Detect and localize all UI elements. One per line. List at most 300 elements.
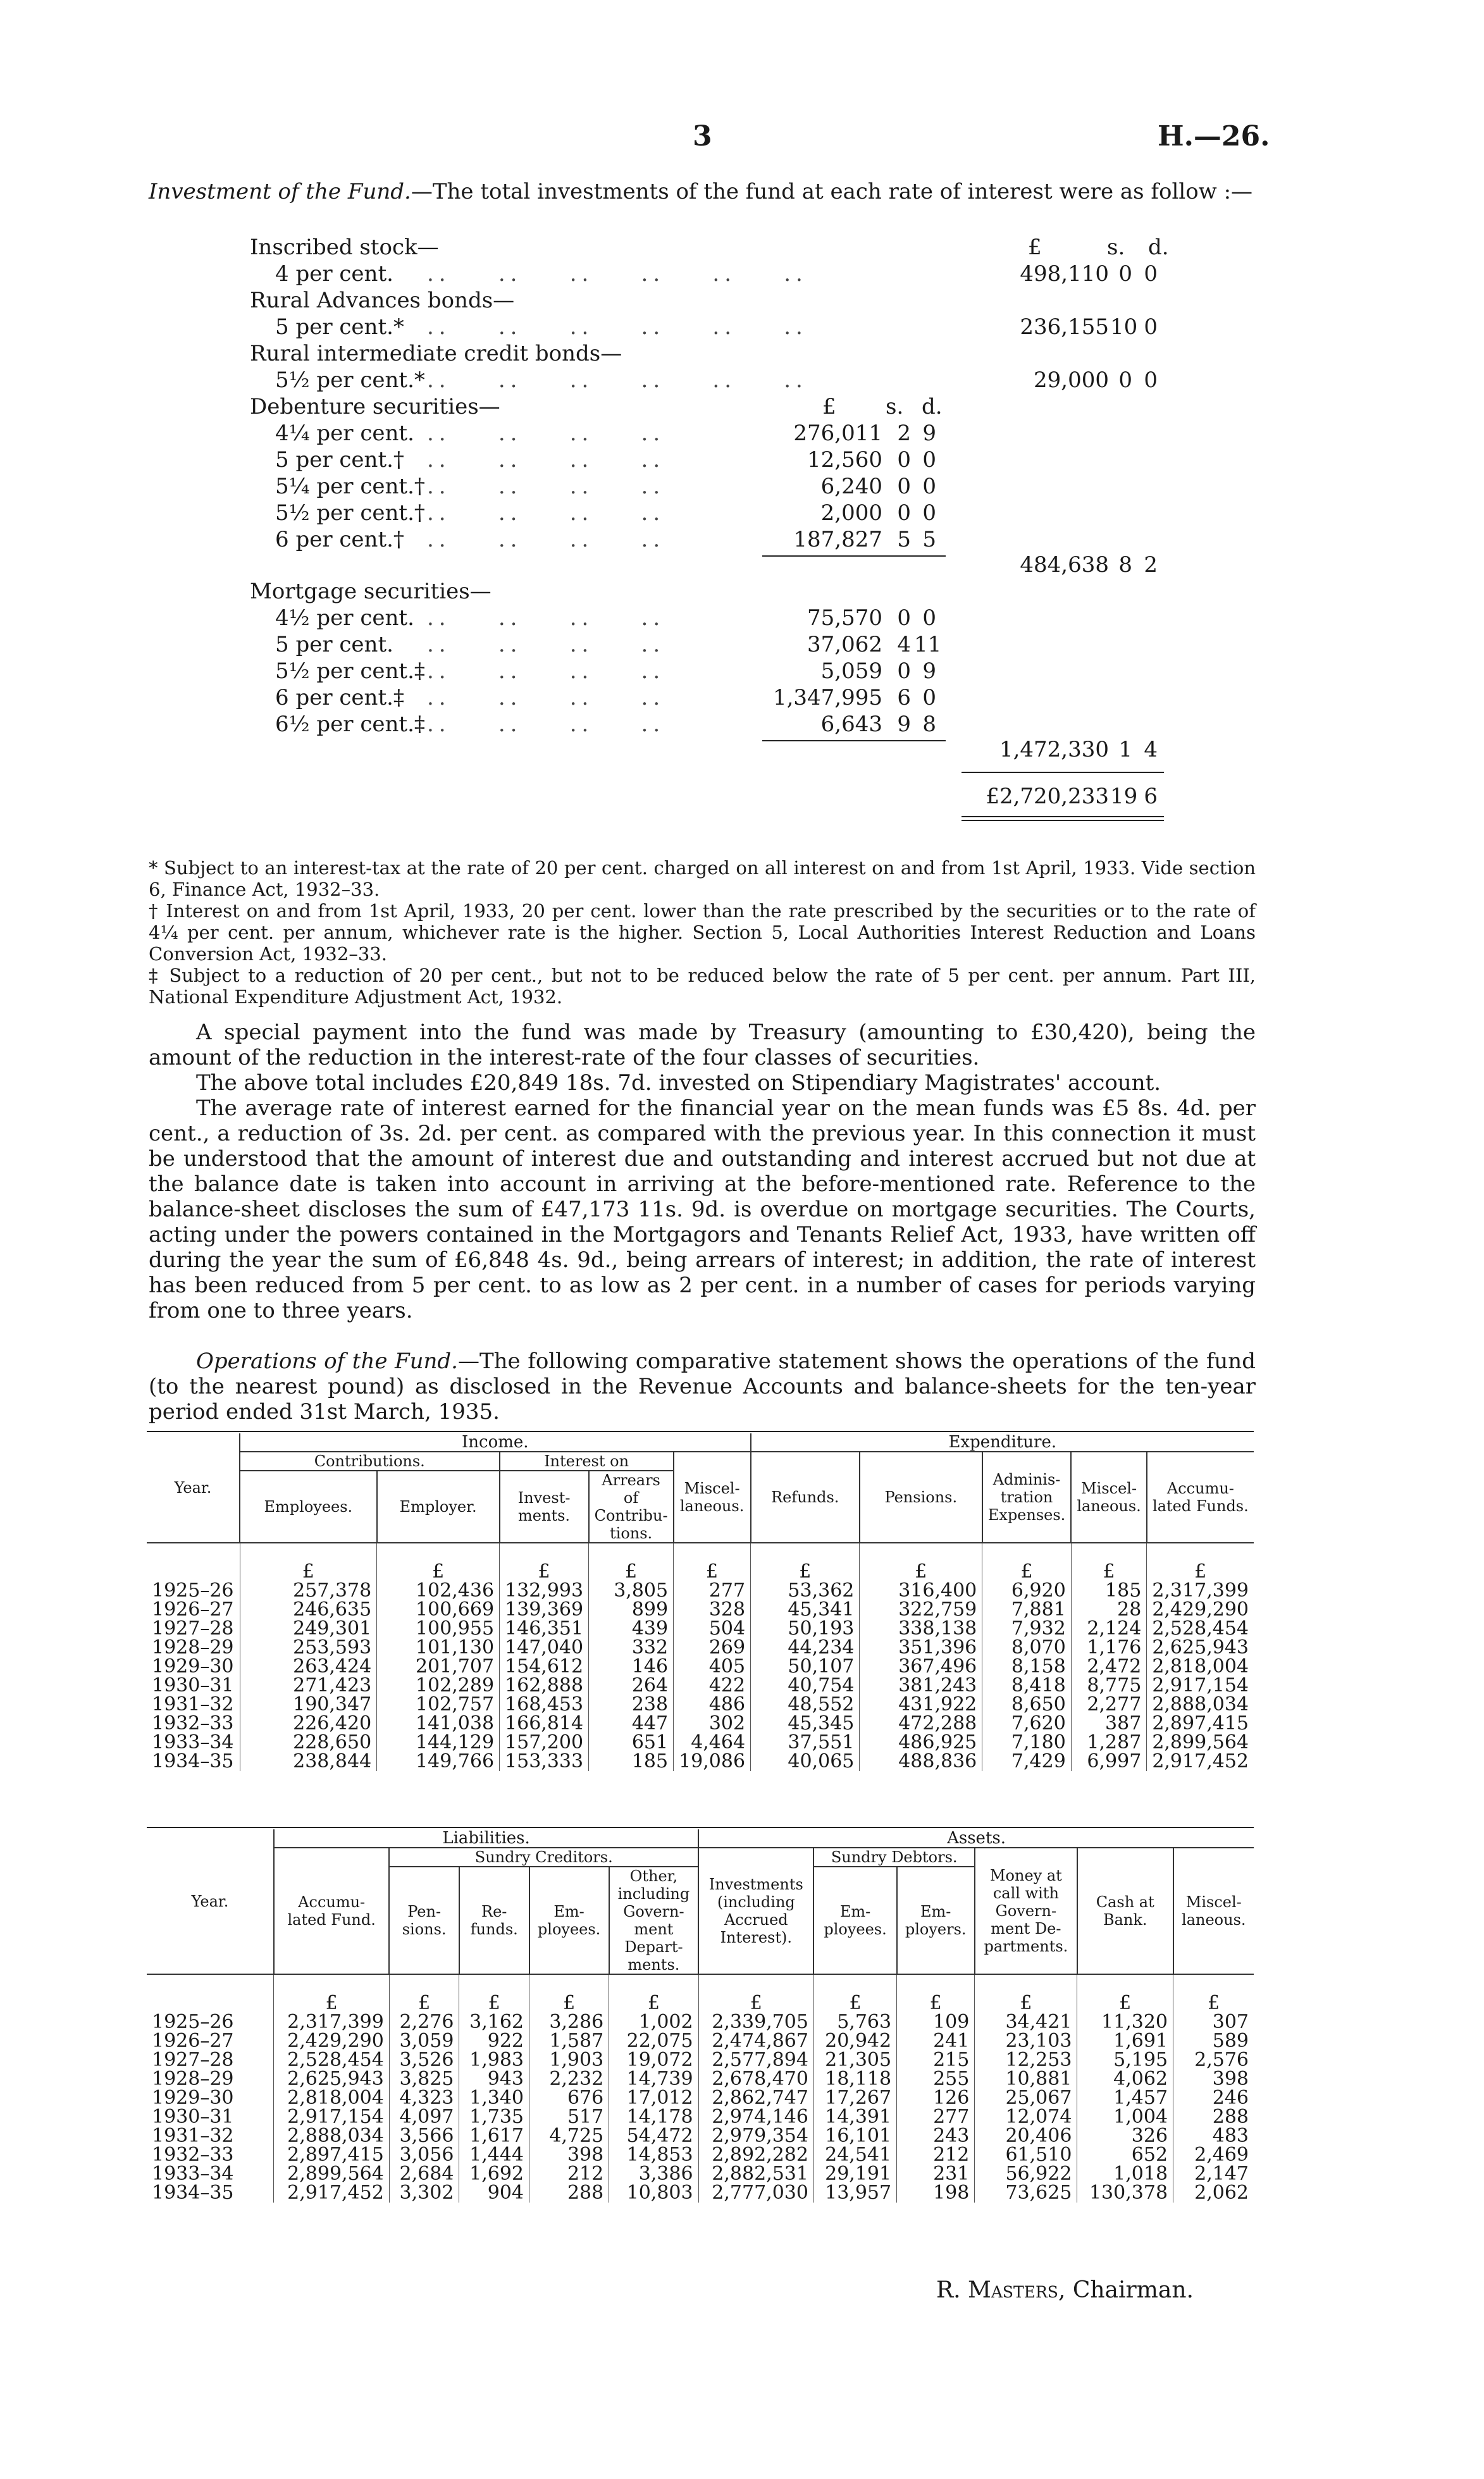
debenture-s: 0: [897, 500, 911, 526]
value-cell: 7,429: [982, 1752, 1072, 1771]
year-cell: 1930–31: [152, 1674, 234, 1697]
debenture-s: 0: [897, 447, 911, 473]
unit-cell: £: [674, 1543, 751, 1581]
value-cell: 1,735: [459, 2108, 529, 2127]
year-cell: 1927–28: [152, 1617, 234, 1640]
table-rule: [147, 1827, 1254, 1828]
mortgage-rate: 5½ per cent.‡: [275, 658, 425, 684]
mortgage-s: 0: [897, 605, 911, 631]
mortgage-label: Mortgage securities—: [250, 579, 492, 604]
value-cell: 23,103: [975, 2032, 1077, 2051]
value-cell: 3,526: [389, 2051, 459, 2070]
value-cell: 1,340: [459, 2089, 529, 2108]
footnote-2: † Interest on and from 1st April, 1933, 20 per cent. lower than the rate prescribed by the securities or to the rate of 4¼ per cent. per annum, whichever rate is the higher. Section 5, Local Authorities Interest Reduction and Loans Conversion Act, 1932–33.: [149, 900, 1256, 965]
leader-dots: .. .. .. .. .. ..: [427, 314, 808, 340]
table-row: [147, 1600, 1254, 1619]
value-cell: 50,107: [751, 1657, 860, 1676]
debenture-row: [250, 473, 1199, 500]
value-cell: 5,195: [1077, 2051, 1173, 2070]
header-debtor-employees: Em-ployees.: [813, 1867, 896, 1974]
table-row: [147, 1752, 1254, 1771]
mortgage-s: 9: [897, 712, 911, 737]
value-cell: 8,650: [982, 1695, 1072, 1714]
value-cell: 238,844: [240, 1752, 377, 1771]
mortgage-row: [250, 658, 1199, 684]
col-head-pound: £: [1028, 235, 1042, 260]
table-row: [147, 1676, 1254, 1695]
leader-dots: .. .. .. .. .. ..: [427, 261, 808, 287]
value-cell: 405: [674, 1657, 751, 1676]
value-cell: 45,341: [751, 1600, 860, 1619]
value-cell: 2,818,004: [1147, 1657, 1254, 1676]
year-cell: 1933–34: [152, 1731, 234, 1753]
debenture-total-d: 2: [1144, 552, 1158, 578]
mortgage-rate: 6 per cent.‡: [275, 685, 404, 710]
value-cell: 338,138: [860, 1619, 982, 1638]
value-cell: 228,650: [240, 1733, 377, 1752]
header-pensions: Pen-sions.: [389, 1867, 459, 1974]
value-cell: 4,062: [1077, 2070, 1173, 2089]
header-sundry-creditors: Sundry Creditors.: [389, 1848, 698, 1867]
leader-dots: .. .. .. ..: [427, 500, 665, 526]
grand-total-s: 19: [1110, 784, 1138, 809]
debenture-row: [250, 420, 1199, 447]
value-cell: 249,301: [240, 1619, 377, 1638]
debenture-rate: 4¼ per cent.: [275, 421, 414, 446]
unit-cell: £: [698, 1974, 813, 2013]
value-cell: 12,253: [975, 2051, 1077, 2070]
value-cell: 53,362: [751, 1581, 860, 1600]
value-cell: 2,277: [1071, 1695, 1147, 1714]
year-cell: 1931–32: [152, 1693, 234, 1716]
leader-dots: .. .. .. ..: [427, 658, 665, 684]
year-cell: 1925–26: [152, 2011, 234, 2033]
header-accum-fund: Accumu-lated Fund.: [274, 1848, 389, 1974]
debenture-amount: 187,827: [793, 527, 882, 552]
debenture-d: 0: [922, 447, 936, 473]
leader-dots: .. .. .. ..: [427, 447, 665, 473]
table-row: [147, 2108, 1254, 2127]
value-cell: 166,814: [500, 1714, 589, 1733]
header-income: Income.: [240, 1433, 751, 1452]
header-sundry-debtors: Sundry Debtors.: [813, 1848, 974, 1867]
table-row: [147, 2013, 1254, 2032]
year-cell: 1926–27: [152, 2030, 234, 2052]
value-cell: 2,979,354: [698, 2127, 813, 2146]
value-cell: 198: [897, 2184, 975, 2203]
mortgage-row: [250, 605, 1199, 631]
value-cell: 40,065: [751, 1752, 860, 1771]
value-cell: 2,147: [1173, 2165, 1254, 2184]
value-cell: 447: [589, 1714, 674, 1733]
value-cell: 201,707: [377, 1657, 500, 1676]
value-cell: 45,345: [751, 1714, 860, 1733]
value-cell: 2,429,290: [1147, 1600, 1254, 1619]
value-cell: 61,510: [975, 2146, 1077, 2165]
year-cell: 1932–33: [152, 1712, 234, 1734]
unit-cell: [147, 1974, 274, 2013]
value-cell: 7,180: [982, 1733, 1072, 1752]
header-investments: Investments (including Accrued Interest).: [698, 1848, 813, 1974]
value-cell: 241: [897, 2032, 975, 2051]
value-cell: 2,472: [1071, 1657, 1147, 1676]
value-cell: 29,191: [813, 2165, 896, 2184]
value-cell: 651: [589, 1733, 674, 1752]
year-cell: 1927–28: [152, 2049, 234, 2071]
debenture-d: 0: [922, 474, 936, 499]
value-cell: 212: [897, 2146, 975, 2165]
unit-cell: £: [389, 1974, 459, 2013]
value-cell: 2,339,705: [698, 2013, 813, 2032]
value-cell: 40,754: [751, 1676, 860, 1695]
table-row: [147, 2146, 1254, 2165]
year-cell: 1930–31: [152, 2106, 234, 2128]
value-cell: 1,018: [1077, 2165, 1173, 2184]
value-cell: 288: [1173, 2108, 1254, 2127]
inscribed-s: 0: [1118, 261, 1132, 287]
value-cell: 1,004: [1077, 2108, 1173, 2127]
value-cell: 3,059: [389, 2032, 459, 2051]
value-cell: 102,436: [377, 1581, 500, 1600]
header-year: Year.: [147, 1433, 240, 1543]
unit-cell: £: [609, 1974, 698, 2013]
value-cell: 5,763: [813, 2013, 896, 2032]
debenture-label: Debenture securities—: [250, 394, 500, 419]
debenture-d: 9: [922, 421, 936, 446]
unit-row: [147, 1543, 1254, 1581]
page-number: 3: [693, 120, 712, 152]
value-cell: 146: [589, 1657, 674, 1676]
table-row: [147, 2127, 1254, 2146]
value-cell: 2,317,399: [274, 2013, 389, 2032]
value-cell: 1,176: [1071, 1638, 1147, 1657]
table-row: [147, 2165, 1254, 2184]
header-contributions: Contributions.: [240, 1452, 500, 1471]
unit-cell: £: [589, 1543, 674, 1581]
value-cell: 2,474,867: [698, 2032, 813, 2051]
value-cell: 17,267: [813, 2089, 896, 2108]
mortgage-amount: 37,062: [807, 632, 882, 657]
header-year: Year.: [147, 1829, 274, 1974]
year-cell: 1931–32: [152, 2125, 234, 2147]
value-cell: 2,899,564: [1147, 1733, 1254, 1752]
year-cell: 1934–35: [152, 1750, 234, 1772]
mortgage-d: 0: [922, 685, 936, 710]
rural-bonds-d: 0: [1144, 314, 1158, 340]
leader-dots: .. .. .. ..: [427, 527, 665, 552]
value-cell: 147,040: [500, 1638, 589, 1657]
value-cell: 14,391: [813, 2108, 896, 2127]
value-cell: 139,369: [500, 1600, 589, 1619]
value-cell: 100,669: [377, 1600, 500, 1619]
value-cell: 431,922: [860, 1695, 982, 1714]
rural-bonds-total: 236,155: [1020, 314, 1109, 340]
value-cell: 381,243: [860, 1676, 982, 1695]
debenture-rate: 6 per cent.†: [275, 527, 404, 552]
value-cell: 1,692: [459, 2165, 529, 2184]
value-cell: 277: [674, 1581, 751, 1600]
header-debtor-employers: Em-ployers.: [897, 1867, 975, 1974]
value-cell: 4,725: [529, 2127, 609, 2146]
paragraph-average-rate: The average rate of interest earned for the financial year on the mean funds was £5 8s. 4d. per cent., a reduction of 3s. 2d. per cent. as compared with the previous year. In this connection it must be understood that the amount of interest due and outstanding and interest accrued but not due at the balance date is taken into account in arriving at the before-mentioned rate. Reference to the balance-sheet discloses the sum of £47,173 11s. 9d. is overdue on mortgage securities. The Courts, acting under the powers contained in the Mortgagors and Tenants Relief Act, 1933, have written off during the year the sum of £6,848 4s. 9d., being arrears of interest; in addition, the rate of interest has been reduced from 5 per cent. to as low as 2 per cent. in a number of cases for periods varying from one to three years.: [149, 1096, 1256, 1323]
leader-dots: .. .. .. ..: [427, 605, 665, 631]
mortgage-amount: 6,643: [820, 712, 882, 737]
value-cell: 3,805: [589, 1581, 674, 1600]
mortgage-d: 0: [922, 605, 936, 631]
signature-title: , Chairman.: [1058, 2277, 1194, 2303]
value-cell: 215: [897, 2051, 975, 2070]
value-cell: 2,684: [389, 2165, 459, 2184]
value-cell: 19,072: [609, 2051, 698, 2070]
paragraph-total-includes: The above total includes £20,849 18s. 7d. invested on Stipendiary Magistrates' account.: [196, 1070, 1161, 1096]
value-cell: 132,993: [500, 1581, 589, 1600]
debenture-total: 484,638: [1020, 552, 1109, 578]
value-cell: 328: [674, 1600, 751, 1619]
col-head-pound-2: £: [822, 394, 836, 419]
inscribed-total: 498,110: [1020, 261, 1109, 287]
unit-cell: £: [240, 1543, 377, 1581]
mortgage-row: [250, 711, 1199, 738]
value-cell: 20,406: [975, 2127, 1077, 2146]
table-row: [147, 1638, 1254, 1657]
mortgage-total-s: 1: [1118, 737, 1132, 762]
mortgage-total-d: 4: [1144, 737, 1158, 762]
table-row: [147, 1695, 1254, 1714]
value-cell: 238: [589, 1695, 674, 1714]
income-expenditure-table: [147, 1433, 1254, 1771]
value-cell: 1,457: [1077, 2089, 1173, 2108]
debenture-total-s: 8: [1118, 552, 1132, 578]
header-misc-income: Miscel-laneous.: [674, 1452, 751, 1543]
value-cell: 2,678,470: [698, 2070, 813, 2089]
debenture-s: 5: [897, 527, 911, 552]
value-cell: 277: [897, 2108, 975, 2127]
value-cell: 2,429,290: [274, 2032, 389, 2051]
year-cell: 1928–29: [152, 1636, 234, 1659]
value-cell: 22,075: [609, 2032, 698, 2051]
value-cell: 2,317,399: [1147, 1581, 1254, 1600]
mortgage-d: 11: [914, 632, 942, 657]
table-row: [147, 2032, 1254, 2051]
value-cell: 130,378: [1077, 2184, 1173, 2203]
debenture-s: 0: [897, 474, 911, 499]
value-cell: 25,067: [975, 2089, 1077, 2108]
leader-dots: .. .. .. ..: [427, 712, 665, 737]
value-cell: 8,070: [982, 1638, 1072, 1657]
mortgage-s: 4: [897, 632, 911, 657]
value-cell: 676: [529, 2089, 609, 2108]
value-cell: 3,302: [389, 2184, 459, 2203]
double-rule: [962, 816, 1164, 817]
value-cell: 101,130: [377, 1638, 500, 1657]
value-cell: 2,974,146: [698, 2108, 813, 2127]
operations-intro-text: —The following comparative statement shows the operations of the fund (to the nearest pound) as disclosed in the Revenue Accounts and balance-sheets for the ten-year period ended 31st March, 1935.: [149, 1349, 1256, 1425]
value-cell: 2,882,531: [698, 2165, 813, 2184]
header-interest-on: Interest on: [500, 1452, 674, 1471]
header-money-at-call: Money at call with Govern-ment De-partments.: [975, 1848, 1077, 1974]
unit-cell: £: [975, 1974, 1077, 2013]
inscribed-label: Inscribed stock—: [250, 235, 439, 260]
value-cell: 10,803: [609, 2184, 698, 2203]
value-cell: 264: [589, 1676, 674, 1695]
header-expenditure: Expenditure.: [751, 1433, 1254, 1452]
mortgage-d: 8: [922, 712, 936, 737]
value-cell: 326: [1077, 2127, 1173, 2146]
value-cell: 100,955: [377, 1619, 500, 1638]
mortgage-rate: 4½ per cent.: [275, 605, 414, 631]
mortgage-s: 0: [897, 658, 911, 684]
year-cell: 1932–33: [152, 2144, 234, 2166]
value-cell: 3,566: [389, 2127, 459, 2146]
footnote-1: * Subject to an interest-tax at the rate of 20 per cent. charged on all interest on and from 1st April, 1933. Vide section 6, Finance Act, 1932–33.: [149, 857, 1256, 900]
header-pensions: Pensions.: [860, 1452, 982, 1543]
value-cell: 50,193: [751, 1619, 860, 1638]
value-cell: 899: [589, 1600, 674, 1619]
value-cell: 943: [459, 2070, 529, 2089]
value-cell: 102,757: [377, 1695, 500, 1714]
debenture-rate: 5½ per cent.†: [275, 500, 425, 526]
value-cell: 302: [674, 1714, 751, 1733]
value-cell: 2,917,154: [1147, 1676, 1254, 1695]
value-cell: 2,917,452: [1147, 1752, 1254, 1771]
double-rule: [962, 820, 1164, 821]
debenture-d: 0: [922, 500, 936, 526]
col-head-d-2: d.: [922, 394, 943, 419]
value-cell: 141,038: [377, 1714, 500, 1733]
col-head-d: d.: [1148, 235, 1169, 260]
debenture-row: [250, 447, 1199, 473]
value-cell: 6,920: [982, 1581, 1072, 1600]
table-row: [147, 2089, 1254, 2108]
value-cell: 398: [529, 2146, 609, 2165]
leader-dots: .. .. .. ..: [427, 421, 665, 446]
unit-cell: [147, 1543, 240, 1581]
liabilities-assets-table: [147, 1829, 1254, 2203]
value-cell: 257,378: [240, 1581, 377, 1600]
value-cell: 3,825: [389, 2070, 459, 2089]
value-cell: 4,464: [674, 1733, 751, 1752]
value-cell: 8,158: [982, 1657, 1072, 1676]
leader-dots: .. .. .. .. .. ..: [427, 368, 808, 393]
value-cell: 316,400: [860, 1581, 982, 1600]
table-row: [147, 2184, 1254, 2203]
table-row: [147, 1733, 1254, 1752]
value-cell: 162,888: [500, 1676, 589, 1695]
year-cell: 1926–27: [152, 1598, 234, 1621]
value-cell: 2,124: [1071, 1619, 1147, 1638]
debenture-amount: 276,011: [793, 421, 882, 446]
value-cell: 109: [897, 2013, 975, 2032]
header-arrears: Arrears of Contribu-tions.: [589, 1471, 674, 1543]
value-cell: 6,997: [1071, 1752, 1147, 1771]
header-misc: Miscel-laneous.: [1173, 1848, 1254, 1974]
unit-cell: £: [1077, 1974, 1173, 2013]
value-cell: 2,899,564: [274, 2165, 389, 2184]
value-cell: 1,287: [1071, 1733, 1147, 1752]
investment-intro: [149, 179, 1256, 204]
value-cell: 7,620: [982, 1714, 1072, 1733]
value-cell: 146,351: [500, 1619, 589, 1638]
value-cell: 2,777,030: [698, 2184, 813, 2203]
grand-total-d: 6: [1144, 784, 1158, 809]
value-cell: 1,002: [609, 2013, 698, 2032]
unit-row: [147, 1974, 1254, 2013]
value-cell: 14,178: [609, 2108, 698, 2127]
table-row: [147, 2070, 1254, 2089]
value-cell: 2,917,452: [274, 2184, 389, 2203]
unit-cell: £: [813, 1974, 896, 2013]
unit-cell: £: [500, 1543, 589, 1581]
debenture-row: [250, 526, 1199, 553]
col-head-s: s.: [1107, 235, 1125, 260]
header-employees: Em-ployees.: [529, 1867, 609, 1974]
header-other: Other, including Govern-ment Depart-ments.: [609, 1867, 698, 1974]
value-cell: 1,983: [459, 2051, 529, 2070]
value-cell: 185: [589, 1752, 674, 1771]
header-admin: Adminis-tration Expenses.: [982, 1452, 1072, 1543]
signature: [936, 2277, 1194, 2303]
mortgage-amount: 5,059: [820, 658, 882, 684]
value-cell: 2,062: [1173, 2184, 1254, 2203]
col-head-s-2: s.: [886, 394, 904, 419]
unit-cell: £: [751, 1543, 860, 1581]
value-cell: 1,903: [529, 2051, 609, 2070]
value-cell: 2,625,943: [274, 2070, 389, 2089]
value-cell: 1,587: [529, 2032, 609, 2051]
value-cell: 11,320: [1077, 2013, 1173, 2032]
value-cell: 18,118: [813, 2070, 896, 2089]
rural-credit-label: Rural intermediate credit bonds—: [250, 341, 622, 366]
value-cell: 351,396: [860, 1638, 982, 1657]
value-cell: 243: [897, 2127, 975, 2146]
value-cell: 2,892,282: [698, 2146, 813, 2165]
value-cell: 504: [674, 1619, 751, 1638]
value-cell: 246,635: [240, 1600, 377, 1619]
leader-dots: .. .. .. ..: [427, 632, 665, 657]
value-cell: 149,766: [377, 1752, 500, 1771]
value-cell: 20,942: [813, 2032, 896, 2051]
value-cell: 1,617: [459, 2127, 529, 2146]
mortgage-s: 6: [897, 685, 911, 710]
debenture-row: [250, 500, 1199, 526]
footnote-3: ‡ Subject to a reduction of 20 per cent., but not to be reduced below the rate of 5 per cent. per annum. Part III, National Expenditure Adjustment Act, 1932.: [149, 965, 1256, 1008]
value-cell: 288: [529, 2184, 609, 2203]
header-liabilities: Liabilities.: [274, 1829, 698, 1848]
debenture-amount: 6,240: [820, 474, 882, 499]
value-cell: 37,551: [751, 1733, 860, 1752]
value-cell: 8,418: [982, 1676, 1072, 1695]
unit-cell: £: [1071, 1543, 1147, 1581]
value-cell: 21,305: [813, 2051, 896, 2070]
value-cell: 157,200: [500, 1733, 589, 1752]
value-cell: 253,593: [240, 1638, 377, 1657]
rural-bonds-s: 10: [1110, 314, 1138, 340]
header-cash-at-bank: Cash at Bank.: [1077, 1848, 1173, 1974]
table-row: [147, 2051, 1254, 2070]
value-cell: 24,541: [813, 2146, 896, 2165]
value-cell: 2,528,454: [274, 2051, 389, 2070]
debenture-amount: 12,560: [807, 447, 882, 473]
value-cell: 271,423: [240, 1676, 377, 1695]
unit-cell: £: [274, 1974, 389, 2013]
mortgage-rate: 5 per cent.: [275, 632, 393, 657]
unit-cell: £: [897, 1974, 975, 2013]
value-cell: 185: [1071, 1581, 1147, 1600]
value-cell: 102,289: [377, 1676, 500, 1695]
table-row: [147, 1581, 1254, 1600]
mortgage-rate: 6½ per cent.‡: [275, 712, 425, 737]
value-cell: 2,577,894: [698, 2051, 813, 2070]
